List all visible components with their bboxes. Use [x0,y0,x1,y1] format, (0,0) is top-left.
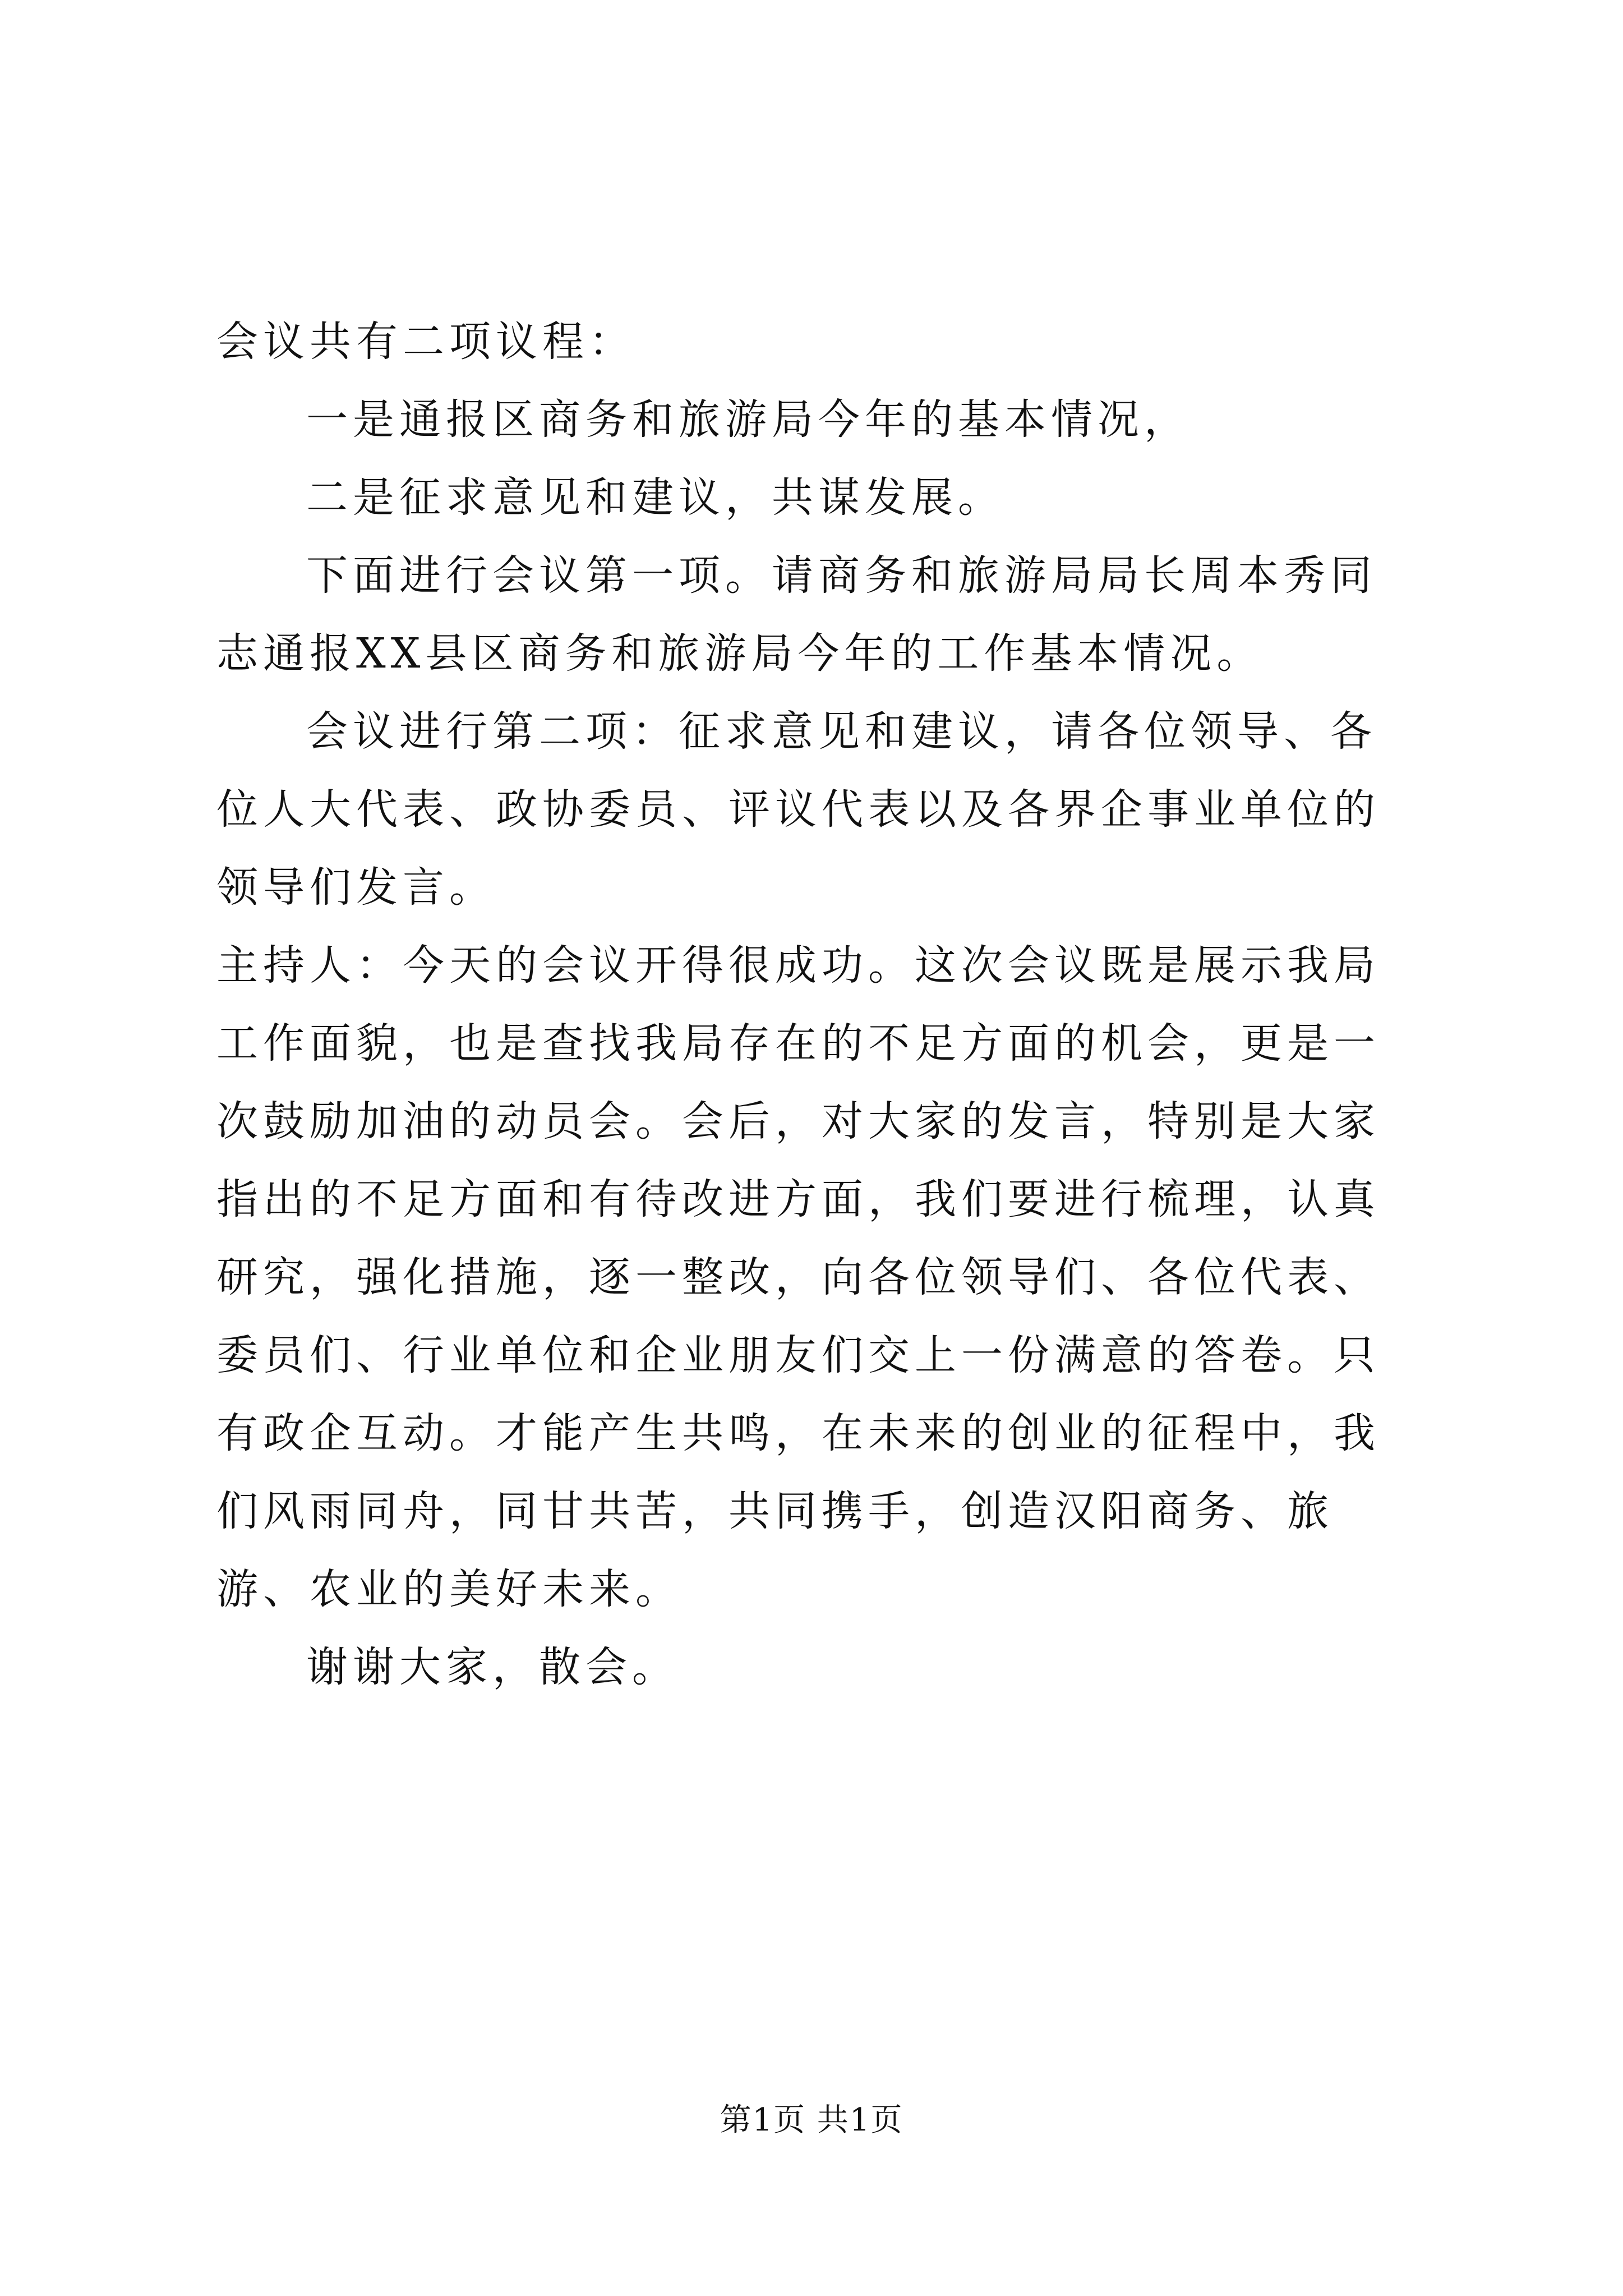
first-item-paragraph: 下面进行会议第一项。请商务和旅游局局长周本秀同志通报XX县区商务和旅游局今年的工作基本情况。 [216,551,1377,678]
agenda-item-2-paragraph: 二是征求意见和建议，共谋发展。 [306,473,1004,522]
agenda-item-1-paragraph: 一是通报区商务和旅游局今年的基本情况， [306,395,1191,444]
page-footer: 第1页 共1页 [720,2102,903,2138]
second-item-paragraph: 会议进行第二项：征求意见和建议，请各位领导、各位人大代表、政协委员、评议代表以及各界企事业单位的领导们发言。 [216,707,1380,912]
document-body [216,303,1422,1706]
closing-paragraph: 谢谢大家，散会。 [306,1643,679,1691]
agenda-intro-paragraph: 会议共有二项议程： [216,318,635,366]
host-remarks-paragraph: 主持人：今天的会议开得很成功。这次会议既是展示我局工作面貌，也是查找我局存在的不足方面的机会，更是一次鼓励加油的动员会。会后，对大家的发言，特别是大家指出的不足方面和有待改进方面，我们要进行梳理，认真研究，强化措施，逐一整改，向各位领导们、各位代表、委员们、行业单位和企业朋友们交上一份满意的答卷。只有政企互动。才能产生共鸣，在未来的创业的征程中，我们风雨同舟，同甘共苦，共同携手，创造汉阳商务、旅游、农业的美好未来。 [216,941,1380,1613]
